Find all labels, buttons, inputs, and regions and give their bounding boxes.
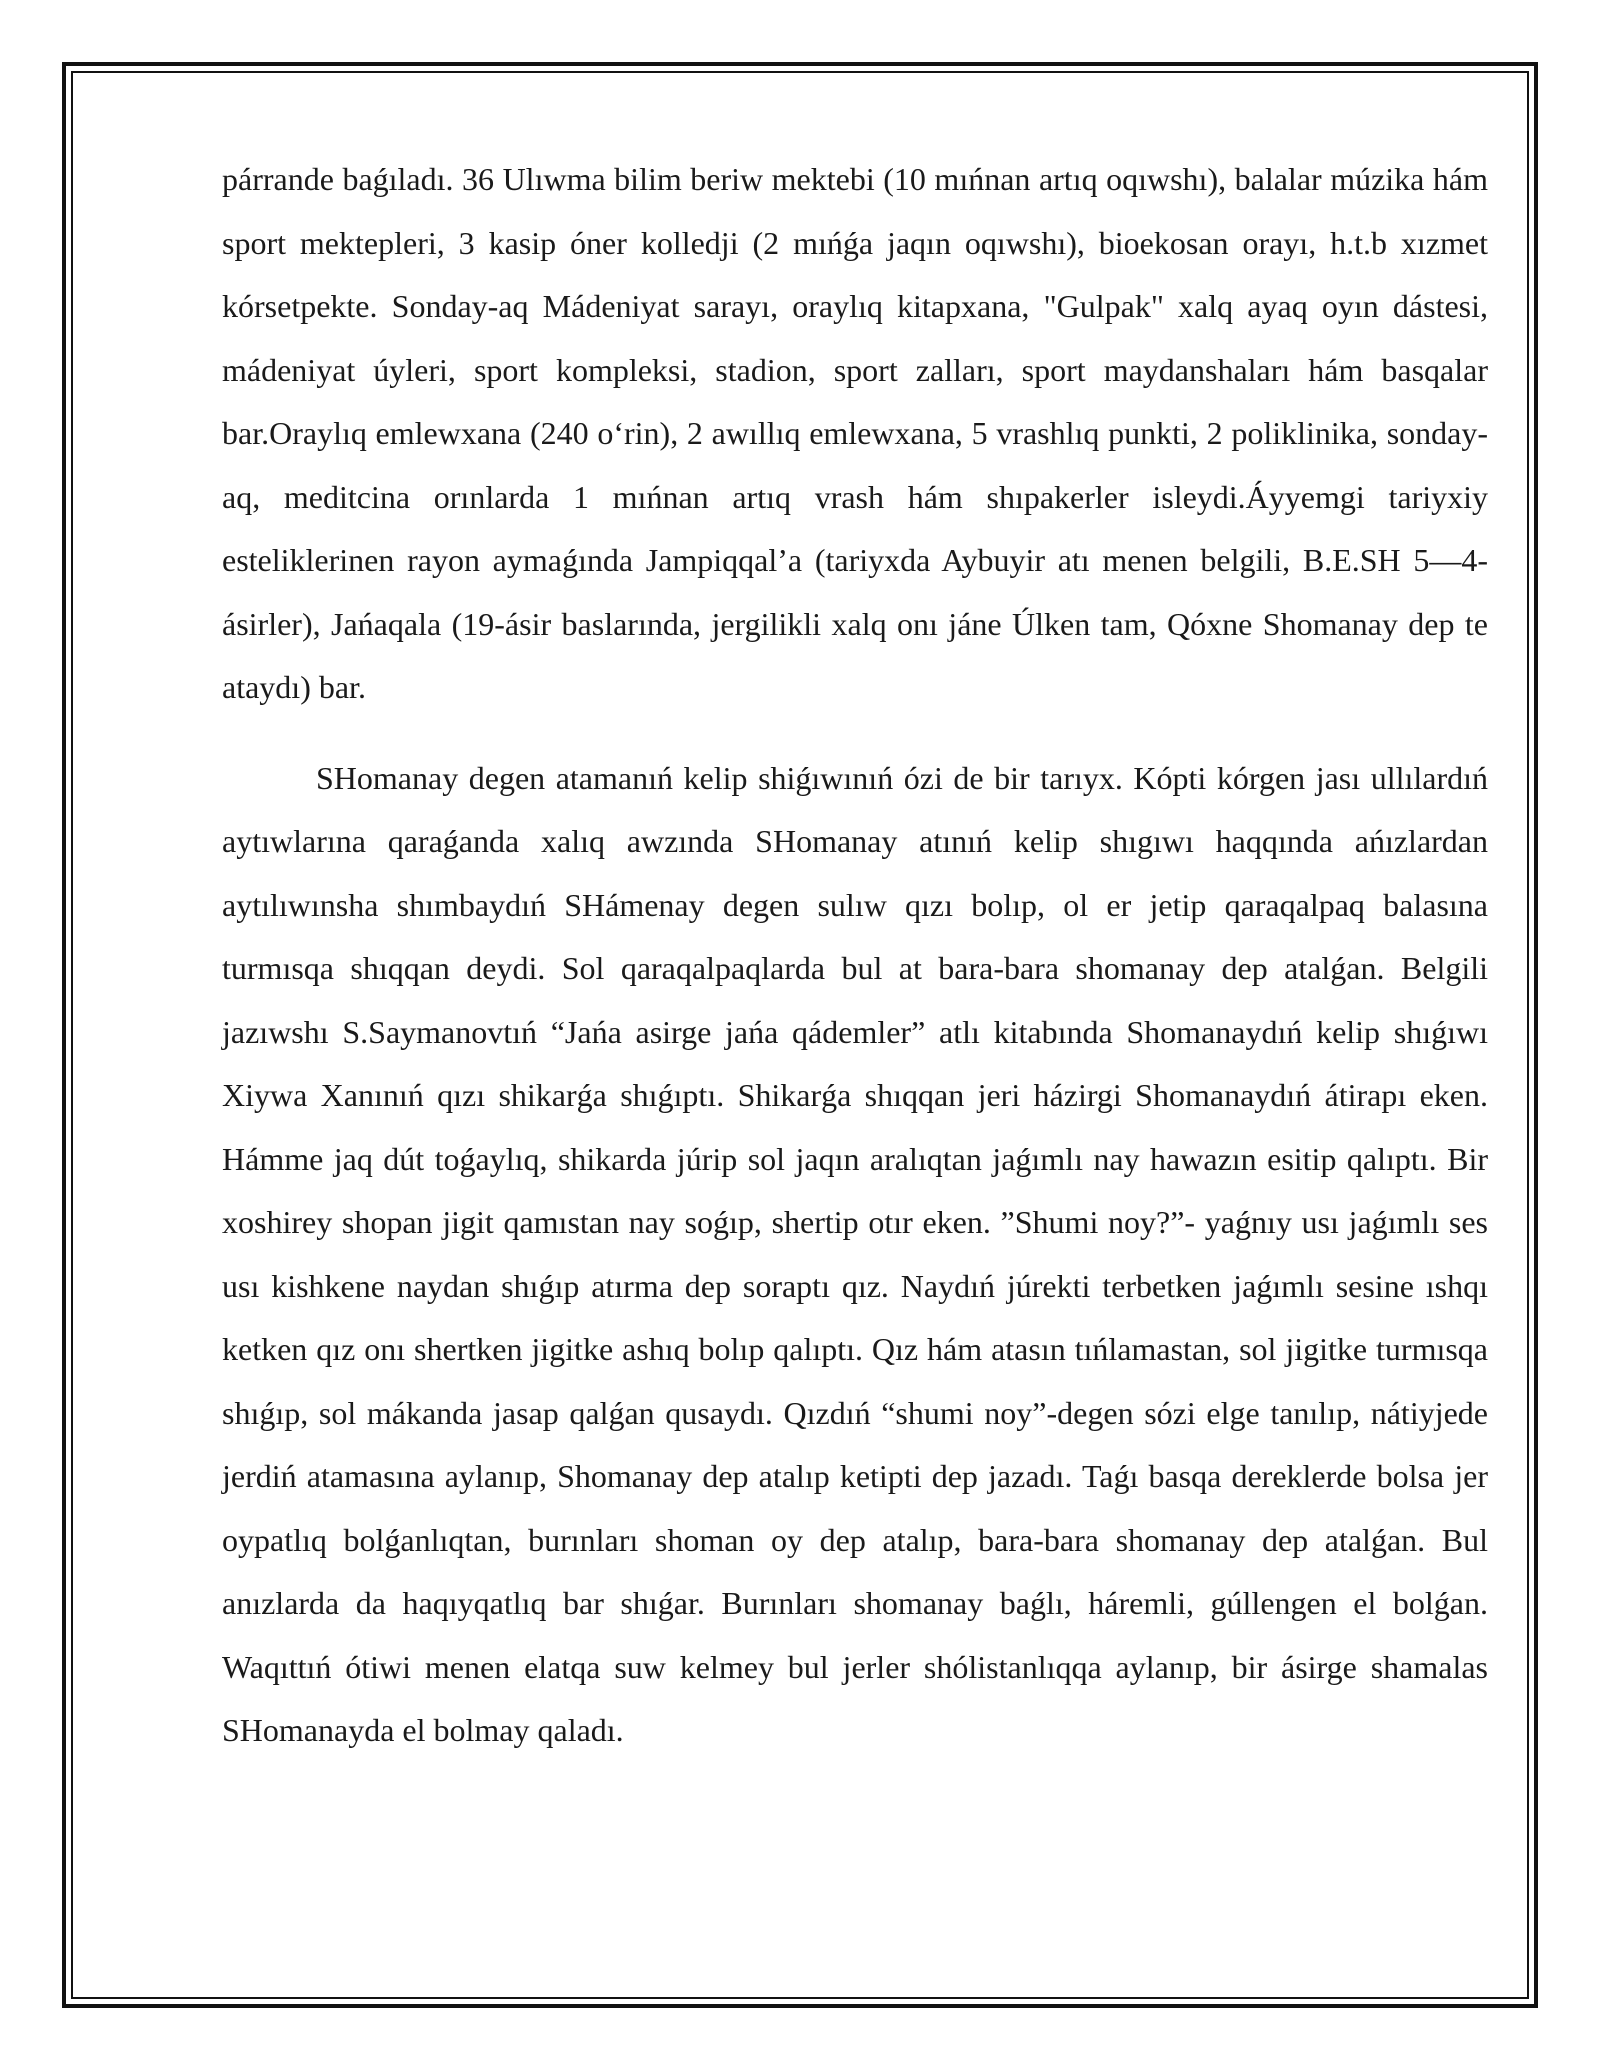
- paragraph-2: SHomanay degen atamanıń kelip shiǵıwınıń ózi de bir tarıyx. Kópti kórgen jası ullılardıń aytıwlarına qaraǵanda xalıq awzında SHomanay atınıń kelip shıgıwı haqqında ańızlardan aytılıwınsha shımbaydıń SHámenay degen sulıw qızı bolıp, ol er jetip qaraqalpaq balasına turmısqa shıqqan deydi. Sol qaraqalpaqlarda bul at bara-bara shomanay dep atalǵan. Belgili jazıwshı S.Saymanovtıń “Jańa asirge jańa qádemler” atlı kitabında Shomanaydıń kelip shıǵıwı Xiywa Xanınıń qızı shikarǵa shıǵıptı. Shikarǵa shıqqan jeri házirgi Shomanaydıń átirapı eken. Hámme jaq dút toǵaylıq, shikarda júrip sol jaqın aralıqtan jaǵımlı nay hawazın esitip qalıptı. Bir xoshirey shopan jigit qamıstan nay soǵıp, shertip otır eken. ”Shumi noy?”- yaǵnıy usı jaǵımlı ses usı kishkene naydan shıǵıp atırma dep soraptı qız. Naydıń júrekti terbetken jaǵımlı sesine ıshqı ketken qız onı shertken jigitke ashıq bolıp qalıptı. Qız hám atasın tıńlamastan, sol jigitke turmısqa shıǵıp, sol mákanda jasap qalǵan qusaydı. Qızdıń “shumi noy”-degen sózi elge tanılıp, nátiyjede jerdiń atamasına aylanıp, Shomanay dep atalıp ketipti dep jazadı. Taǵı basqa dereklerde bolsa jer oypatlıq bolǵanlıqtan, burınları shoman oy dep atalıp, bara-bara shomanay dep atalǵan. Bul anızlarda da haqıyqatlıq bar shıǵar. Burınları shomanay baǵlı, háremli, gúllengen el bolǵan. Waqıttıń ótiwi menen elatqa suw kelmey bul jerler shólistanlıqqa aylanıp, bir ásirge shamalas SHomanayda el bolmay qaladı.: [222, 759, 1488, 1748]
- paragraph-1: párrande baǵıladı. 36 Ulıwma bilim beriw mektebi (10 mıńnan artıq oqıwshı), balalar múzika hám sport mektepleri, 3 kasip óner kolledji (2 mıńǵa jaqın oqıwshı), bioekosan orayı, h.t.b xızmet kórsetpekte. Sonday-aq Mádeniyat sarayı, oraylıq kitapxana, "Gulpak" xalq ayaq oyın dástesi, mádeniyat úyleri, sport kompleksi, stadion, sport zalları, sport maydanshaları hám basqalar bar.Oraylıq emlewxana (240 oʻrin), 2 awıllıq emlewxana, 5 vrashlıq punkti, 2 poliklinika, sonday-aq, meditcina orınlarda 1 mıńnan artıq vrash hám shıpakerler isleydi.Áyyemgi tariyxiy esteliklerinen rayon aymaǵında Jampiqqal’a (tariyxda Aybuyir atı menen belgili, B.E.SH 5—4-ásirler), Jańaqala (19-ásir baslarında, jergilikli xalq onı jáne Úlken tam, Qóxne Shomanay dep te ataydı) bar.: [222, 161, 1488, 705]
- document-body: [222, 148, 1488, 1763]
